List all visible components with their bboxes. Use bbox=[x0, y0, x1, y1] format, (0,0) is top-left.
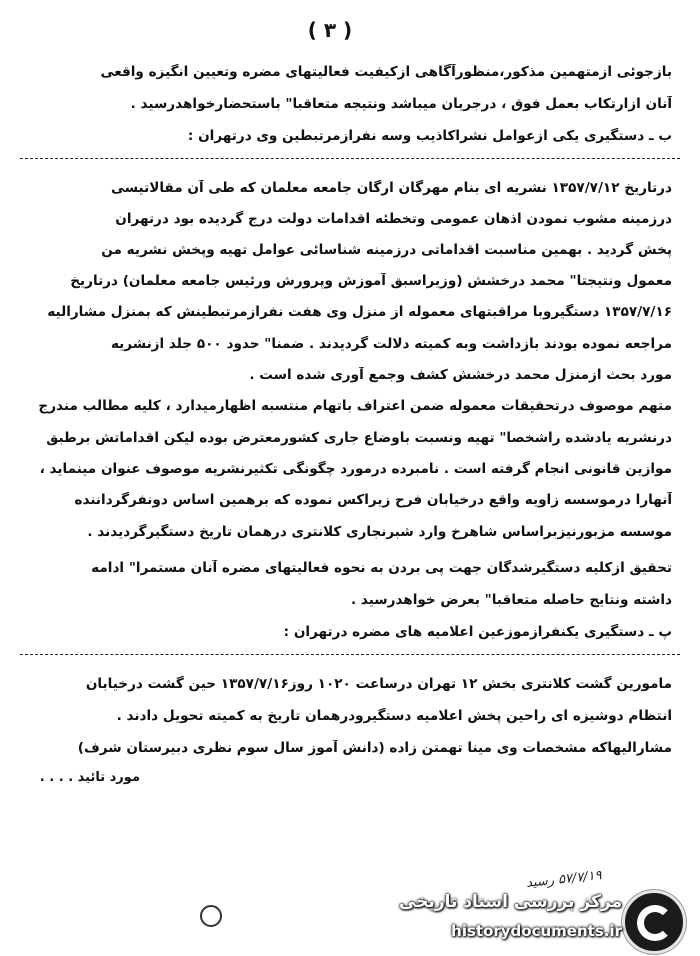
text-line: آنان ازارتکاب بعمل فوق ، درجریان میباشد ونتیجه متعاقبا" باستحضارخواهدرسید . bbox=[130, 96, 672, 112]
text-line: ۱۳۵۷/۷/۱۶ دستگیروبا مراقبتهای معموله از منزل وی هفت نفرازمرتبطینش که بمنزل مشارالیه bbox=[47, 304, 672, 320]
text-line: موازین قانونی انجام گرفته است . نامبرده درمورد چگونگی تکثیرنشریه موصوف عنوان مینماید ، bbox=[39, 461, 672, 477]
section-heading-b: ب ـ دستگیری یکی ازعوامل نشراکاذیب وسه نفرازمرتبطین وی درتهران : bbox=[187, 128, 672, 144]
watermark bbox=[396, 888, 686, 950]
ink-mark bbox=[200, 905, 222, 927]
text-line: انتظام دوشیزه ای راحین پخش اعلامیه دستگیرودرهمان تاریخ به کمیته تحویل دادند . bbox=[116, 708, 672, 724]
page-number: ( ۳ ) bbox=[307, 18, 353, 42]
text-line: مشارالیهاکه مشخصات وی مینا تهمتن زاده (دانش آموز سال سوم نظری دبیرستان شرف) bbox=[77, 740, 672, 756]
section-heading-p: پ ـ دستگیری یکنفرازموزعین اعلامیه های مضره درتهران : bbox=[283, 624, 672, 640]
approval-note: مورد تائید . . . . bbox=[39, 770, 140, 785]
text-line: درنشریه یادشده راشخصا" تهیه ونسبت باوضاع جاری کشورمعترض بوده لیکن اقداماتش برطبق bbox=[46, 430, 672, 446]
text-line: درزمینه مشوب نمودن اذهان عمومی وتخطئه اقدامات دولت درج گردیده بود درتهران bbox=[115, 211, 672, 227]
handwritten-signature: ۵۷/۷/۱۹ رسید bbox=[525, 868, 603, 891]
text-line: تحقیق ازکلیه دستگیرشدگان جهت پی بردن به نحوه فعالیتهای مضره آنان مستمرا" ادامه bbox=[91, 560, 672, 576]
text-line: مراجعه نموده بودند بازداشت وبه کمیته دلالت گردیدند . ضمنا" حدود ۵۰۰ جلد ازنشریه bbox=[110, 336, 672, 352]
text-line: موسسه مزبورنیزبراساس شاهرخ وارد شبرنجاری کلانتری درهمان تاریخ دستگیرگردیدند . bbox=[87, 524, 672, 540]
text-line: مامورین گشت کلانتری بخش ۱۲ تهران درساعت ۱۰۲۰ روز۱۳۵۷/۷/۱۶ حین گشت درخیابان bbox=[85, 676, 672, 692]
text-line: درتاریخ ۱۳۵۷/۷/۱۲ نشریه ای بنام مهرگان ارگان جامعه معلمان که طی آن مقالاتیسی bbox=[110, 180, 672, 196]
text-line: معمول ونتیجتا" محمد درخشش (وزیراسبق آموزش وپرورش ورئیس جامعه معلمان) درتاریخ bbox=[70, 273, 672, 289]
section-divider bbox=[20, 158, 680, 159]
watermark-url: historydocuments.ir bbox=[451, 922, 622, 940]
text-line: متهم موصوف درتحقیقات معموله ضمن اعتراف باتهام منتسبه اظهارمیدارد ، کلیه مطالب مندرج bbox=[38, 398, 672, 414]
text-line: آنهارا درموسسه زاویه واقع درخیابان فرح زیراکس نموده که برهمین اساس دونفرگرداننده bbox=[74, 492, 672, 508]
watermark-title: مرکز بررسی اسناد تاریخی bbox=[399, 892, 622, 912]
archive-logo-icon bbox=[622, 890, 686, 954]
text-line: مورد بحث ازمنزل محمد درخشش کشف وجمع آوری شده است . bbox=[249, 367, 672, 383]
text-line: پخش گردید . بهمین مناسبت اقداماتی درزمینه شناسائی عوامل تهیه وپخش نشریه من bbox=[101, 242, 672, 258]
text-line: بازجوئی ازمتهمین مذکور،منظورآگاهی ازکیفیت فعالیتهای مضره وتعیین انگیزه واقعی bbox=[100, 64, 672, 80]
section-divider bbox=[20, 654, 680, 655]
text-line: داشته ونتایج حاصله متعاقبا" بعرض خواهدرسید . bbox=[350, 592, 672, 608]
